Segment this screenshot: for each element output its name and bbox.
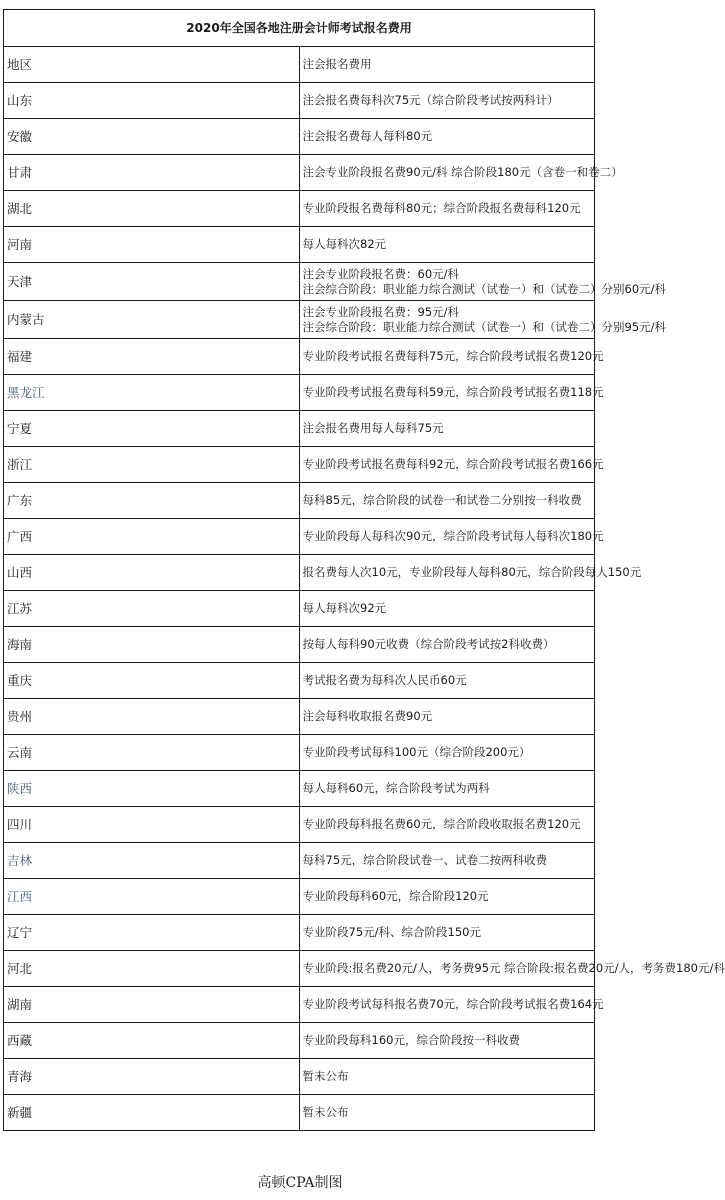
region-cell: 青海: [4, 1059, 300, 1095]
fee-text: 专业阶段考试报名费每科59元，综合阶段考试报名费118元: [302, 385, 604, 399]
fee-cell: [299, 627, 595, 663]
fee-text: 注会综合阶段：职业能力综合测试（试卷一）和（试卷二）分别95元/科: [302, 319, 667, 334]
region-cell: 四川: [4, 807, 300, 843]
fee-cell: [299, 301, 667, 339]
region-cell: 广西: [4, 519, 300, 555]
fee-cell: [299, 699, 595, 735]
fee-cell: [299, 879, 595, 915]
fee-cell: [299, 411, 595, 447]
fee-text: 每人每科60元，综合阶段考试为两科: [302, 781, 490, 795]
fee-cell: [299, 807, 595, 843]
fee-cell: [299, 339, 604, 375]
table-row: [4, 339, 595, 375]
table-row: [4, 807, 595, 843]
fee-cell: [299, 915, 595, 951]
region-cell: 浙江: [4, 447, 300, 483]
table-row: [4, 915, 595, 951]
region-cell: 广东: [4, 483, 300, 519]
region-cell: 福建: [4, 339, 300, 375]
fee-cell: [299, 591, 595, 627]
fee-cell: [299, 83, 595, 119]
table-row: [4, 879, 595, 915]
table-row: [4, 591, 595, 627]
fee-text: 报名费每人次10元，专业阶段每人每科80元，综合阶段每人150元: [302, 565, 642, 579]
region-cell: 内蒙古: [4, 301, 300, 339]
table-row: [4, 227, 595, 263]
fee-text: 专业阶段考试报名费每科75元，综合阶段考试报名费120元: [302, 349, 604, 363]
region-cell: 西藏: [4, 1023, 300, 1059]
table-row: [4, 191, 595, 227]
fee-cell: [299, 951, 725, 987]
fee-cell: [299, 771, 595, 807]
region-cell: 重庆: [4, 663, 300, 699]
table-title-row: [4, 10, 595, 47]
fee-cell: [299, 843, 595, 879]
table-row: [4, 375, 595, 411]
table-row: [4, 771, 595, 807]
table-row: [4, 519, 595, 555]
fee-text: 专业阶段考试每科100元（综合阶段200元）: [302, 745, 531, 759]
fee-text: 注会每科收取报名费90元: [302, 709, 433, 723]
table-row: [4, 83, 595, 119]
fee-text: 专业阶段每人每科次90元，综合阶段考试每人每科次180元: [302, 529, 604, 543]
region-cell: 安徽: [4, 119, 300, 155]
region-cell: 河北: [4, 951, 300, 987]
table-row: [4, 263, 595, 301]
table-row: [4, 1095, 595, 1131]
fee-text: 专业阶段报名费每科80元；综合阶段报名费每科120元: [302, 201, 581, 215]
table-header-row: [4, 47, 595, 83]
region-cell: 甘肃: [4, 155, 300, 191]
region-cell: 辽宁: [4, 915, 300, 951]
table-row: [4, 411, 595, 447]
table-title: 2020年全国各地注册会计师考试报名费用: [4, 10, 595, 47]
table-row: [4, 447, 595, 483]
region-cell: 宁夏: [4, 411, 300, 447]
fee-cell: [299, 519, 604, 555]
fee-text: 专业阶段:报名费20元/人，考务费95元 综合阶段:报名费20元/人，考务费180元/科: [302, 961, 725, 975]
fee-cell: [299, 1095, 595, 1131]
fee-text: 注会专业阶段报名费：95元/科: [302, 304, 460, 319]
fee-text: 专业阶段每科60元，综合阶段120元: [302, 889, 489, 903]
region-cell: 吉林: [4, 843, 300, 879]
table-row: [4, 301, 595, 339]
table-row: [4, 987, 595, 1023]
fee-cell: [299, 191, 595, 227]
table-row: [4, 1059, 595, 1095]
region-cell: 山东: [4, 83, 300, 119]
header-fee: 注会报名费用: [299, 47, 595, 83]
fee-cell: [299, 663, 595, 699]
region-cell: 湖南: [4, 987, 300, 1023]
fee-text: 注会报名费每科次75元（综合阶段考试按两科计）: [302, 93, 559, 107]
fee-cell: [299, 735, 595, 771]
table-row: [4, 483, 595, 519]
fee-text: 专业阶段考试报名费每科92元，综合阶段考试报名费166元: [302, 457, 604, 471]
fee-table-container: [3, 9, 725, 1131]
region-cell: 江西: [4, 879, 300, 915]
fee-text: 每人每科次92元: [302, 601, 387, 615]
fee-cell: [299, 447, 604, 483]
fee-text: 注会报名费每人每科80元: [302, 129, 433, 143]
fee-cell: [299, 987, 604, 1023]
fee-text: 专业阶段每科160元，综合阶段按一科收费: [302, 1033, 520, 1047]
table-row: [4, 951, 595, 987]
region-cell: 云南: [4, 735, 300, 771]
fee-text: 暂未公布: [302, 1069, 349, 1083]
fee-text: 每人每科次82元: [302, 237, 387, 251]
region-cell: 黑龙江: [4, 375, 300, 411]
fee-cell: [299, 1023, 595, 1059]
fee-text: 注会报名费用每人每科75元: [302, 421, 444, 435]
table-row: [4, 735, 595, 771]
table-row: [4, 663, 595, 699]
table-row: [4, 1023, 595, 1059]
table-row: [4, 119, 595, 155]
fee-text: 暂未公布: [302, 1105, 349, 1119]
fee-cell: [299, 555, 642, 591]
region-cell: 陕西: [4, 771, 300, 807]
fee-cell: [299, 155, 623, 191]
region-cell: 天津: [4, 263, 300, 301]
fee-cell: [299, 1059, 595, 1095]
region-cell: 新疆: [4, 1095, 300, 1131]
table-row: [4, 843, 595, 879]
table-row: [4, 699, 595, 735]
fee-text: 考试报名费为每科次人民币60元: [302, 673, 467, 687]
table-row: [4, 555, 595, 591]
table-row: [4, 627, 595, 663]
region-cell: 山西: [4, 555, 300, 591]
image-caption: 高顿CPA制图: [257, 1175, 343, 1191]
fee-text: 每科75元，综合阶段试卷一、试卷二按两科收费: [302, 853, 548, 867]
fee-text: 专业阶段75元/科、综合阶段150元: [302, 925, 481, 939]
fee-cell: [299, 263, 667, 301]
region-cell: 江苏: [4, 591, 300, 627]
fee-text: 注会专业阶段报名费90元/科 综合阶段180元（含卷一和卷二）: [302, 165, 623, 179]
fee-table: [3, 9, 725, 1131]
fee-cell: [299, 119, 595, 155]
header-region: 地区: [4, 47, 300, 83]
table-row: [4, 155, 595, 191]
region-cell: 河南: [4, 227, 300, 263]
fee-text: 每科85元，综合阶段的试卷一和试卷二分别按一科收费: [302, 493, 582, 507]
fee-cell: [299, 483, 595, 519]
fee-text: 注会专业阶段报名费：60元/科: [302, 266, 460, 281]
fee-text: 按每人每科90元收费（综合阶段考试按2科收费）: [302, 637, 555, 651]
fee-cell: [299, 227, 595, 263]
region-cell: 湖北: [4, 191, 300, 227]
fee-cell: [299, 375, 604, 411]
region-cell: 贵州: [4, 699, 300, 735]
fee-text: 注会综合阶段：职业能力综合测试（试卷一）和（试卷二）分别60元/科: [302, 281, 667, 296]
region-cell: 海南: [4, 627, 300, 663]
fee-text: 专业阶段每科报名费60元，综合阶段收取报名费120元: [302, 817, 581, 831]
fee-text: 专业阶段考试每科报名费70元，综合阶段考试报名费164元: [302, 997, 604, 1011]
